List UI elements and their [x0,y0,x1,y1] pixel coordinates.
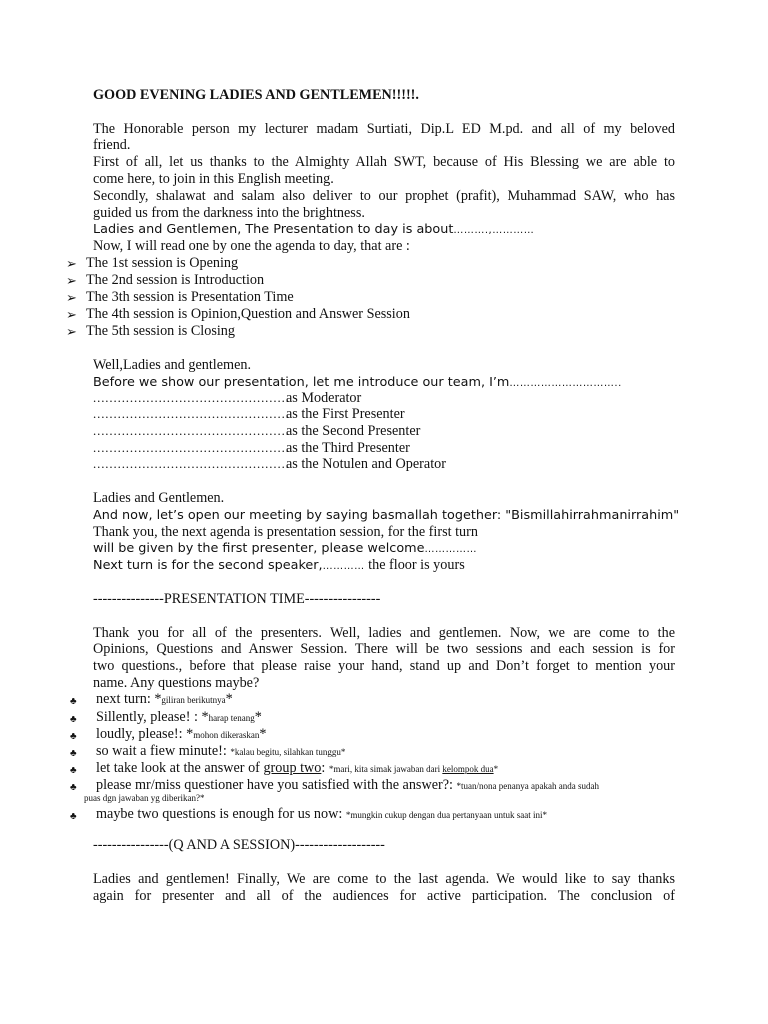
opening-line: friend. [93,137,131,153]
opening-line: Secondly, shalawat and salam also deliver to our prophet (prafit), Muhammad SAW, who has [93,188,675,204]
arrow-bullet-icon: ➢ [66,307,77,322]
opening-line: First of all, let us thanks to the Almighty Allah SWT, because of His Blessing we are able to [93,154,675,170]
tip-gloss: *kalau begitu, silahkan tunggu* [230,747,346,757]
name-blank: ................................................ [93,391,290,405]
club-bullet-icon: ♣ [70,811,77,822]
name-blank: ................................................ [93,424,290,438]
club-bullet-icon: ♣ [70,731,77,742]
tip-end: * [493,764,499,774]
tip-item [96,806,547,824]
tip-text: Sillently, please! : * [96,709,209,725]
next-turn-text: Next turn is for the second speaker, [93,558,323,573]
opening2-line: Thank you, the next agenda is presentation session, for the first turn [93,524,478,540]
tip-text: loudly, please!: * [96,726,194,742]
tip-gloss: giliran berikutnya [161,695,226,705]
closing-line: again for presenter and all of the audiences for active participation. The conclusion of [93,888,675,904]
fill-dots: ………… [322,561,365,572]
tip-end: * [225,691,233,707]
fill-dots: …………… [424,544,477,555]
welcome-line [93,540,675,558]
arrow-bullet-icon: ➢ [66,324,77,339]
role-label: as Moderator [286,390,362,406]
role-label: as the First Presenter [286,406,405,422]
qa-intro-line: Thank you for all of the presenters. Well, ladies and gentlemen. Now, we are come to the [93,625,675,641]
fill-dots: ………………………….. [509,378,622,389]
tip-text: next turn: * [96,691,162,707]
tip-gloss: mohon dikeraskan [193,730,260,740]
tip-item [96,743,345,761]
tip-end: * [259,726,267,742]
tip-text: let take look at the answer of [96,760,264,776]
opening2-line: Ladies and Gentlemen. [93,490,225,506]
agenda-item: The 1st session is Opening [86,255,239,271]
presentation-divider: ---------------PRESENTATION TIME---------------- [93,591,381,607]
next-turn-line [93,557,675,575]
qa-divider: ----------------(Q AND A SESSION)------------------- [93,837,385,853]
closing-line: Ladies and gentlemen! Finally, We are come to the last agenda. We would like to say thanks [93,871,675,887]
tip-item [96,760,498,778]
topic-text: Ladies and Gentlemen, The Presentation to day is about [93,222,454,237]
name-blank: ................................................ [93,407,290,421]
name-blank: ................................................ [93,457,290,471]
club-bullet-icon: ♣ [70,782,77,793]
group-two-link: group two [263,760,322,776]
arrow-bullet-icon: ➢ [66,273,77,288]
fill-dots: ……….,………… [453,225,535,236]
club-bullet-icon: ♣ [70,748,77,759]
welcome-text: will be given by the first presenter, please welcome [93,541,425,556]
club-bullet-icon: ♣ [70,714,77,725]
opening-line: guided us from the darkness into the brightness. [93,205,365,221]
qa-intro-line: name. Any questions maybe? [93,675,260,691]
arrow-bullet-icon: ➢ [66,256,77,271]
agenda-item: The 5th session is Closing [86,323,235,339]
tip-gloss: *mari, kita simak jawaban dari [328,764,443,774]
club-bullet-icon: ♣ [70,696,77,707]
qa-intro-line: two questions., before that please raise your hand, stand up and Don’t forget to mention your [93,658,675,674]
agenda-item: The 4th session is Opinion,Question and Answer Session [86,306,410,322]
floor-text: the floor is yours [364,557,465,573]
basmallah-line: And now, let’s open our meeting by saying basmallah together: "Bismillahirrahmanirrahim" [93,508,680,523]
opening-line: come here, to join in this English meeting. [93,171,334,187]
role-label: as the Notulen and Operator [286,456,446,472]
tip-after: : [321,760,329,776]
tip-text: please mr/miss questioner have you satisfied with the answer?: [96,777,457,793]
tip-item [96,726,267,744]
intro-line: Well,Ladies and gentlemen. [93,357,252,373]
tip-end: * [254,709,262,725]
role-label: as the Third Presenter [286,440,410,456]
name-blank: ................................................ [93,441,290,455]
tip-gloss: *tuan/nona penanya apakah anda sudah [456,781,599,791]
agenda-intro: Now, I will read one by one the agenda to day, that are : [93,238,410,254]
agenda-item: The 2nd session is Introduction [86,272,265,288]
tip-gloss-continued: puas dgn jawaban yg diberikan?* [84,793,205,803]
greeting-heading: GOOD EVENING LADIES AND GENTLEMEN!!!!!. [93,87,419,103]
tip-item [96,691,233,709]
qa-intro-line: Opinions, Questions and Answer Session. There will be two sessions and each session is for [93,641,675,657]
role-label: as the Second Presenter [286,423,421,439]
tip-gloss: harap tenang [208,713,255,723]
club-bullet-icon: ♣ [70,765,77,776]
tip-text: maybe two questions is enough for us now: [96,806,346,822]
kelompok-dua-link: kelompok dua [442,764,494,774]
agenda-item: The 3th session is Presentation Time [86,289,294,305]
opening-line: The Honorable person my lecturer madam Surtiati, Dip.L ED M.pd. and all of my beloved [93,121,675,137]
tip-text: so wait a fiew minute!: [96,743,231,759]
intro-text: Before we show our presentation, let me introduce our team, I’m [93,375,510,390]
arrow-bullet-icon: ➢ [66,290,77,305]
topic-line [93,221,675,239]
tip-item [96,709,262,727]
tip-gloss: *mungkin cukup dengan dua pertanyaan untuk saat ini* [345,810,548,820]
